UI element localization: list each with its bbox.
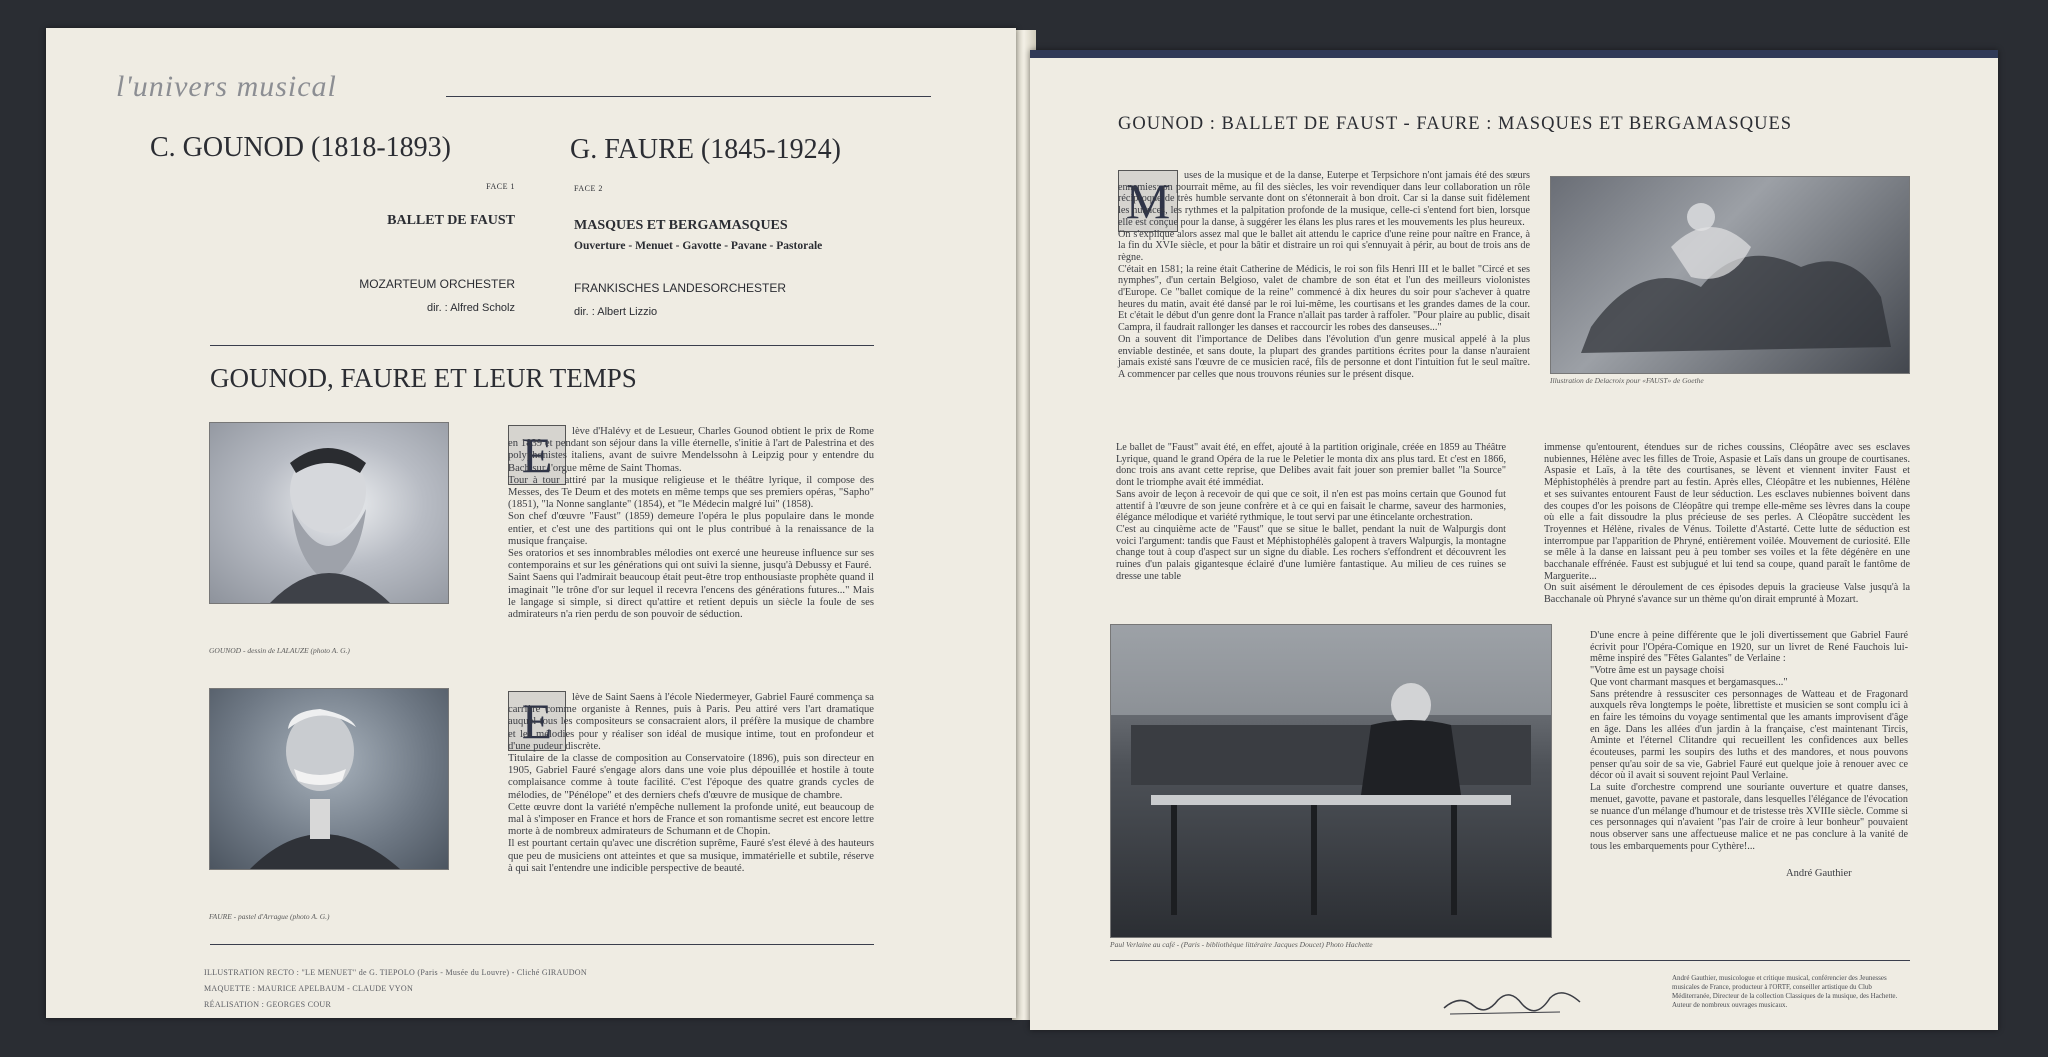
credit-illustration: ILLUSTRATION RECTO : "LE MENUET" de G. TIEPOLO (Paris - Musée du Louvre) - Cliché GIRAUDON	[204, 968, 587, 977]
work2-title: MASQUES ET BERGAMASQUES	[574, 218, 788, 233]
face2-label: FACE 2	[574, 184, 603, 193]
dropcap-gounod: E	[508, 425, 566, 485]
author-bio-note: André Gauthier, musicologue et critique musical, conférencier des Jeunesses musicales de France, producteur à l'ORTF, conseiller artistique du Club Méditerranée, Directeur de la collection Classiques de la musique, des Hachette. Auteur de nombreux ouvrages musicaux.	[1672, 974, 1898, 1009]
article-masques: D'une encre à peine différente que le joli divertissement que Gabriel Fauré écrivit pour l'Opéra-Comique en 1920, sur un livret de René Fauchois lui-même inspiré des "Fêtes Galantes" de Verlaine : "Votre âme est un paysage choisi Que vont charmant masques et bergamasques..." Sans prétendre à ressusciter ces personnages de Watteau et de Fragonard auxquels rêva longtemps le poète, librettiste et musicien se sont complu ici à en faire les témoins du voyage sentimental que les amants improvisent d'âge en âge. Dans les allées d'un jardin à la française, c'est maintenant Tircis, Aminte et l'éternel Clitandre qui recueillent les confidences aux belles écouteuses, parmi les soupirs des luths et des mandores, et nous pouvons penser qu'au soir de sa vie, Gabriel Fauré eut quelque joie à renouer avec ce décor où il avait si souvent rejoint Paul Verlaine. La suite d'orchestre comprend une souriante ouverture et quatre danses, menuet, gavotte, pavane et pastorale, dans lesquelles l'élégance de l'évocation se nuance d'un mélange d'humour et de tristesse très XVIIIe siècle. Comme si ces personnages qui n'avaient "pas l'air de croire à leur bonheur" pouvaient nous observer sans une affectueuse malice et ne pas conclure à la vanité de tous les embarquements pour Cythère!...	[1590, 630, 1908, 852]
right-page	[1030, 50, 1998, 1030]
credit-maquette: MAQUETTE : MAURICE APELBAUM - CLAUDE VYON	[204, 984, 414, 993]
article-walpurgis: immense qu'entourent, étendues sur de riches coussins, Cléopâtre avec ses esclaves nubiennes, Hélène avec les filles de Troie, Aspasie et Laïs dans un groupe de courtisanes. Aspasie et Laïs, à la tête des courtisanes, se lèvent et viennent inviter Faust et Méphistophélès à prendre part au festin. Après elles, Cléopâtre et les nubiennes, Hélène et ses suivantes entourent Faust de leur séduction. Les esclaves nubiennes boivent dans des coupes d'or les poisons de Cléopâtre qui trempe elle-même ses lèvres dans la coupe où elle a fait dissoudre la plus précieuse de ses perles. A Cléopâtre succèdent les Troyennes et Hélène, rivales de Vénus. Toilette d'Astarté. Cette lutte de séduction est interrompue par l'apparition de Phryné, entièrement voilée. Mouvement de curiosité. Elle se mêle à la danse en laissant peu à peu tomber ses voiles et la fête dégénère en une bacchanale effrénée. Faust est subjugué et lui tend sa coupe, quand paraît le fantôme de Marguerite... On suit aisément le déroulement de ces épisodes depuis la gracieuse Valse jusqu'à la Bacchanale où Phryné s'avance sur un thème qu'on dirait emprunté à Mozart.	[1544, 442, 1910, 606]
dropcap-faure: E	[508, 691, 566, 751]
series-title: l'univers musical	[116, 70, 337, 103]
dropcap-muses: M	[1118, 170, 1178, 232]
faure-caption: FAURE - pastel d'Arrague (photo A. G.)	[209, 912, 330, 921]
gounod-caption: GOUNOD - dessin de LALAUZE (photo A. G.)	[209, 646, 350, 655]
credits-rule	[210, 944, 874, 945]
work1-title: BALLET DE FAUST	[387, 213, 515, 228]
section-rule	[210, 345, 874, 346]
gounod-portrait	[209, 422, 449, 604]
section-title: GOUNOD, FAURE ET LEUR TEMPS	[210, 363, 637, 393]
delacroix-illustration	[1550, 176, 1910, 374]
article-ballet: Le ballet de "Faust" avait été, en effet, ajouté à la partition originale, créée en 1859 au Théâtre Lyrique, quand le grand Opéra de la rue le Peletier le monta dix ans plus tard. Et c'est en 1866, donc trois ans avant cette reprise, que Delibes avait fait jouer son premier ballet "la Source" dont le triomphe avait été immédiat. Sans avoir de leçon à recevoir de qui que ce soit, il n'en est pas moins certain que Gounod fut attentif à l'œuvre de son jeune confrère et à ce qui en faisait le charme, saveur des harmonies, élégance mélodique et variété rythmique, le tout servi par une étincelante orchestration. C'est au cinquième acte de "Faust" que se situe le ballet, pendant la nuit de Walpurgis dont voici l'argument: tandis que Faust et Méphistophélès galopent à travers Walpurgis, la montagne change tout à coup d'aspect sur un signe du diable. Les rochers s'effondrent et découvrent les ruines d'un palais gigantesque éclairé d'une lumière fantastique. Au milieu de ces ruines se dresse une table	[1116, 442, 1506, 582]
work2-movements: Ouverture - Menuet - Gavotte - Pavane - Pastorale	[574, 240, 823, 252]
left-page	[46, 28, 1016, 1018]
title-rule	[446, 96, 931, 97]
right-title: GOUNOD : BALLET DE FAUST - FAURE : MASQUES ET BERGAMASQUES	[1118, 114, 1793, 134]
faure-portrait	[209, 688, 449, 870]
credit-realisation: RÉALISATION : GEORGES COUR	[204, 1000, 332, 1009]
face1-label: FACE 1	[486, 182, 515, 191]
conductor2: dir. : Albert Lizzio	[574, 306, 658, 318]
author-signoff: André Gauthier	[1786, 868, 1852, 879]
gounod-bio: lève d'Halévy et de Lesueur, Charles Gounod obtient le prix de Rome en 1839 et pendant son séjour dans la ville éternelle, s'initie à l'art de Palestrina et des polyphonistes italiens, avant de suivre Mendelssohn à Leipzig pour y entendre du Bach sur l'orgue même de Saint Thomas. Tour à tour attiré par la musique religieuse et le théâtre lyrique, il compose des Messes, des Te Deum et des motets en même temps que ses premiers opéras, "Sapho" (1851), "la Nonne sanglante" (1854), et "le Médecin malgré lui" (1858). Son chef d'œuvre "Faust" (1859) demeure l'opéra le plus populaire dans le monde entier, et c'est une des partitions qui ont le plus contribué à la renaissance de la musique française. Ses oratorios et ses innombrables mélodies ont exercé une heureuse influence sur ses contemporains et sur les générations qui ont suivi la sienne, jusqu'à Debussy et Fauré. Saint Saens qui l'admirait beaucoup était peut-être trop enthousiaste prophète quand il imaginait "le trône d'or sur lequel il recevra l'encens des générations futures..." Mais le langage si simple, si direct qu'attire et retient depuis un siècle la foule de ses admirateurs n'a rien perdu de son pouvoir de séduction.	[508, 426, 874, 621]
conductor1: dir. : Alfred Scholz	[426, 302, 515, 314]
faure-bio: lève de Saint Saens à l'école Niedermeyer, Gabriel Fauré commença sa carrière comme organiste à Rennes, puis à Paris. Peu attiré vers l'art dramatique auquel tous les compositeurs se consacraient alors, il préfère la musique de chambre et les mélodies pour y réaliser son idéal de musique intime, tout en profondeur et d'une pudeur discrète. Titulaire de la classe de composition au Conservatoire (1896), puis son directeur en 1905, Gabriel Fauré s'engage alors dans une voie plus dépouillée et hostile à toute complaisance comme à toute facilité. C'est l'époque des quatre grands cycles de mélodies, de "Pénélope" et des derniers chefs d'œuvre de musique de chambre. Cette œuvre dont la variété n'empêche nullement la profonde unité, eut beaucoup de mal à s'imposer en France et hors de France et son romantisme secret est encore lettre morte à de nombreux admirateurs de Schumann et de Chopin. Il est pourtant certain qu'avec une discrétion suprême, Fauré s'est élevé à des hauteurs que peu de musiciens ont atteintes et que sa musique, immatérielle et subtile, réserve à qui sait l'entendre une indicible perspective de beauté.	[508, 692, 874, 874]
verlaine-photo	[1110, 624, 1552, 938]
footer-rule	[1110, 960, 1910, 961]
article-intro: uses de la musique et de la danse, Euterpe et Terpsichore n'ont jamais été des sœurs ennemies: on pourrait même, au fil des siècles, les voir revendiquer dans leur collaboration un rôle réciproque de très humble servante dont on s'étonnerait à bon droit. Car si la danse suit fidèlement les nuances, les rythmes et la palpitation profonde de la musique, celle-ci s'entend fort bien, lorsque elle est conçue pour la danse, à suggérer les élans les plus rares et les mouvements les plus heureux. On s'explique alors assez mal que le ballet ait attendu le caprice d'une reine pour naître en France, à la fin du XVIe siècle, et pour la bâtir et distraire un roi qui s'ennuyait à périr, au bout de trois ans de règne. C'était en 1581; la reine était Catherine de Médicis, le roi son fils Henri III et le ballet "Circé et ses nymphes", d'un certain Belgioso, valet de chambre de son état et l'un des meilleurs violonistes d'Europe. Ce "ballet comique de la reine" commencé à dix heures du soir pour s'achever à quatre heures du matin, avait été dansé par le roi lui-même, les courtisans et les grandes dames de la cour. Et c'était le début d'un genre dont la France n'allait pas tarder à raffoler. "Pour plaire au public, disait Campra, il faudrait rallonger les danses et raccourcir les robes des danseuses..." On a souvent dit l'importance de Delibes dans l'évolution d'un genre musical appelé à la plus enviable destinée, et sans doute, la plupart des grandes partitions écrites pour la danse n'auraient jamais existé sans l'œuvre de ce musicien racé, fils de personne et dont l'intuition fut le seul maître. A commencer par celles que nous trouvons réunies sur le présent disque.	[1118, 170, 1530, 380]
orchestra2: FRANKISCHES LANDESORCHESTER	[574, 281, 787, 295]
author-signature	[1440, 976, 1590, 1026]
composer1-heading: C. GOUNOD (1818-1893)	[150, 132, 451, 163]
composer2-heading: G. FAURE (1845-1924)	[570, 134, 841, 165]
verlaine-caption: Paul Verlaine au café - (Paris - bibliothèque littéraire Jacques Doucet) Photo Hachette	[1110, 940, 1373, 949]
credits-block	[204, 965, 587, 1013]
illustration-caption: Illustration de Delacroix pour «FAUST» de Goethe	[1550, 376, 1704, 385]
orchestra1: MOZARTEUM ORCHESTER	[359, 277, 515, 291]
